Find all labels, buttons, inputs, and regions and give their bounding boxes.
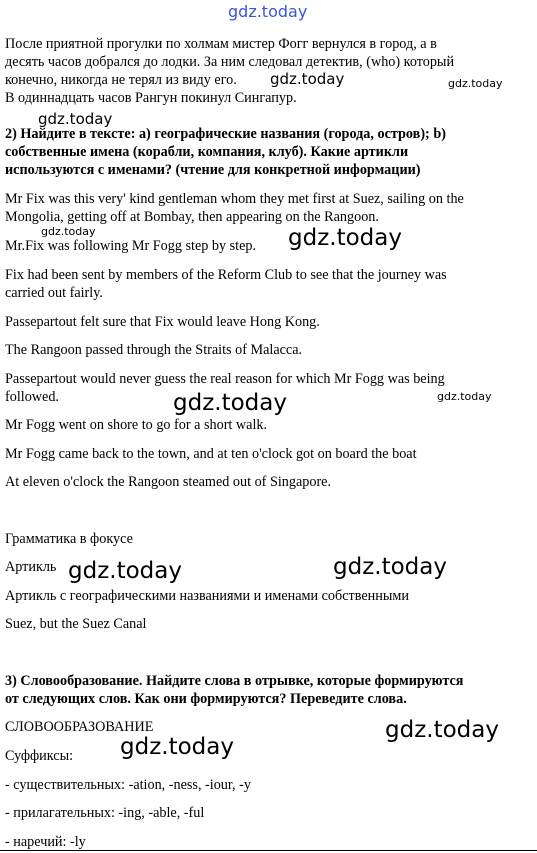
suffix-line: - существительных: -ation, -ness, -iour, -y <box>5 777 251 793</box>
sentence: Mr Fix was this very' kind gentleman whom they met first at Suez, sailing on the <box>5 191 464 207</box>
watermark: gdz.today <box>270 70 345 88</box>
sentence: Mongolia, getting off at Bombay, then appearing on the Rangoon. <box>5 209 379 225</box>
paragraph-line: В одиннадцать часов Рангун покинул Сингапур. <box>5 90 297 106</box>
task-2-heading: собственные имена (корабли, компания, клуб). Какие артикли <box>5 144 409 160</box>
sentence: Mr Fogg went on shore to go for a short walk. <box>5 417 268 433</box>
sentence: Passepartout felt sure that Fix would leave Hong Kong. <box>5 314 320 330</box>
task-2-heading: используются с именами? (чтение для конкретной информации) <box>5 162 421 178</box>
task-3-heading: 3) Словообразование. Найдите слова в отрывке, которые формируются <box>5 673 464 689</box>
watermark: gdz.today <box>333 554 447 580</box>
page-bottom-border <box>0 850 537 851</box>
grammar-line: Артикль <box>5 559 57 575</box>
sentence: Mr.Fix was following Mr Fogg step by step. <box>5 238 257 254</box>
watermark: gdz.today <box>68 558 182 584</box>
watermark: gdz.today <box>228 2 308 21</box>
sentence: followed. <box>5 389 59 405</box>
sentence: Mr Fogg came back to the town, and at ten o'clock got on board the boat <box>5 446 417 462</box>
suffix-line: - прилагательных: -ing, -able, -ful <box>5 805 205 821</box>
task-3-heading: от следующих слов. Как они формируются? Переведите слова. <box>5 691 407 707</box>
grammar-line: Артикль с географическими названиями и именами собственными <box>5 588 409 604</box>
paragraph-line: конечно, никогда не терял из виду его. <box>5 72 237 88</box>
watermark: gdz.today <box>288 225 402 251</box>
watermark: gdz.today <box>385 717 499 743</box>
sentence: At eleven o'clock the Rangoon steamed out of Singapore. <box>5 474 332 490</box>
watermark: gdz.today <box>448 77 503 90</box>
suffixes-label: Суффиксы: <box>5 748 74 764</box>
paragraph-line: десять часов добрался до лодки. За ним следовал детектив, (who) который <box>5 54 455 70</box>
sentence: The Rangoon passed through the Straits of Malacca. <box>5 342 303 358</box>
sentence: Passepartout would never guess the real reason for which Mr Fogg was being <box>5 371 445 387</box>
watermark: gdz.today <box>120 734 234 760</box>
word-formation-heading: СЛОВООБРАЗОВАНИЕ <box>5 719 154 735</box>
sentence: Fix had been sent by members of the Reform Club to see that the journey was <box>5 267 447 283</box>
suffix-line: - наречий: -ly <box>5 834 86 850</box>
watermark: gdz.today <box>38 110 113 128</box>
watermark: gdz.today <box>173 390 287 416</box>
task-2-heading: 2) Найдите в тексте: а) географические названия (города, остров); b) <box>5 126 446 142</box>
grammar-heading: Грамматика в фокусе <box>5 531 133 547</box>
grammar-line: Suez, but the Suez Canal <box>5 616 147 632</box>
watermark: gdz.today <box>41 225 96 238</box>
sentence: carried out fairly. <box>5 285 103 301</box>
paragraph-line: После приятной прогулки по холмам мистер Фогг вернулся в город, а в <box>5 36 437 52</box>
watermark: gdz.today <box>437 390 492 403</box>
